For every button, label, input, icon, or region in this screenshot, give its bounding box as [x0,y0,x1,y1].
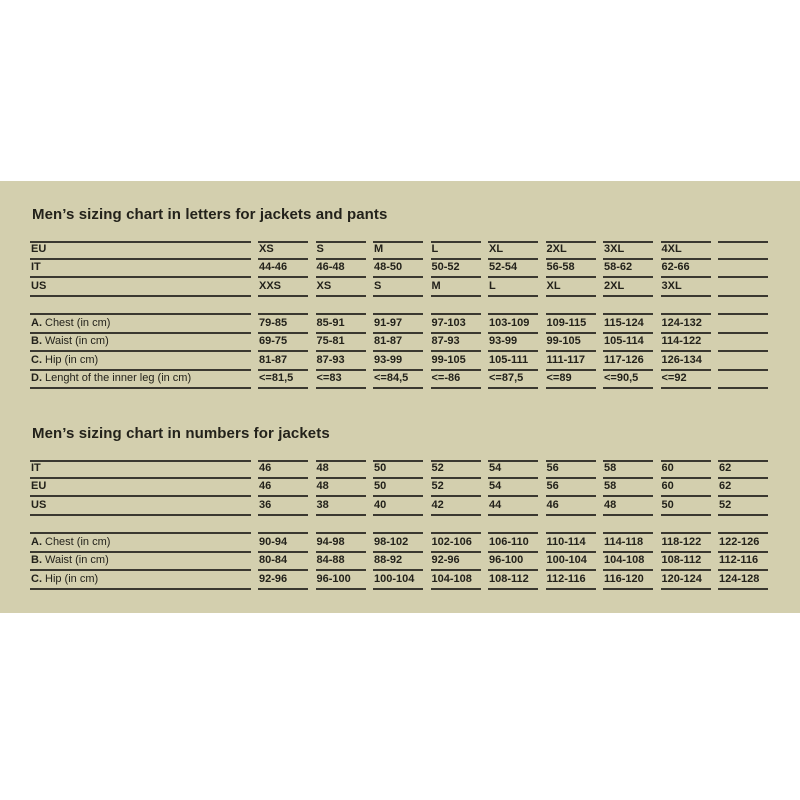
table-row-eu [30,241,768,260]
table-row-a [30,315,768,334]
row-label-text: Lenght of the inner leg (in cm) [45,372,192,384]
empty-size-cell [488,297,538,316]
row-label [30,334,251,353]
empty-size-cell [431,516,481,535]
row-label-prefix: A. [31,535,42,548]
row-label-text: Hip (in cm) [45,572,99,585]
size-cell: 3XL [661,278,711,297]
table-row-c [30,352,768,371]
size-cell: 108-112 [488,571,538,590]
table-row-b [30,334,768,353]
size-cell: 56-58 [546,260,596,279]
size-cell: 112-116 [718,553,768,572]
size-cell: 102-106 [431,534,481,553]
size-cell: 110-114 [546,534,596,553]
size-cell: 62-66 [661,260,711,279]
size-cell: 46 [258,479,308,498]
size-cell: 54 [488,479,538,498]
size-cell: 111-117 [546,352,596,371]
numbers-sizing-table [30,460,768,590]
row-label-prefix: B. [31,335,42,347]
empty-size-cell [488,516,538,535]
empty-size-cell [546,297,596,316]
size-cell: L [431,241,481,260]
letters-chart-section [30,206,768,389]
row-label-text: Hip (in cm) [45,353,99,366]
empty-size-cell [258,297,308,316]
table-row-d [30,371,768,390]
size-cell: 58 [603,460,653,479]
size-cell: 58 [603,479,653,498]
size-cell: 84-88 [316,553,366,572]
size-cell: 50 [661,497,711,516]
letters-sizing-table [30,241,768,389]
size-cell: 117-126 [603,352,653,371]
row-label [30,516,251,535]
empty-size-cell [661,297,711,316]
size-cell: 87-93 [431,334,481,353]
size-cell: 106-110 [488,534,538,553]
row-label-prefix: B. [31,554,42,566]
row-label: IT [30,260,251,279]
row-label: IT [30,460,251,479]
size-cell: 46 [258,460,308,479]
empty-size-cell [718,241,768,260]
size-cell: 109-115 [546,315,596,334]
size-cell: 58-62 [603,260,653,279]
row-label: US [30,497,251,516]
size-cell: M [431,278,481,297]
row-label [30,371,251,390]
size-cell: 120-124 [661,571,711,590]
empty-size-cell [718,516,768,535]
row-label-text: Chest (in cm) [45,316,111,329]
size-cell: 108-112 [661,553,711,572]
size-chart-panel [0,181,800,613]
size-cell: 85-91 [316,315,366,334]
size-cell: 50-52 [431,260,481,279]
size-cell: 46-48 [316,260,366,279]
row-label [30,315,251,334]
size-cell: <=92 [661,371,711,390]
size-cell: <=84,5 [373,371,423,390]
row-label [30,352,251,371]
row-label: US [30,278,251,297]
size-cell: 48 [316,460,366,479]
size-cell: 50 [373,460,423,479]
size-cell: 38 [316,497,366,516]
row-label [30,297,251,316]
empty-size-cell [718,352,768,371]
size-cell: 80-84 [258,553,308,572]
size-cell: 62 [718,479,768,498]
size-cell: M [373,241,423,260]
table-row-a [30,534,768,553]
size-cell: 52 [431,479,481,498]
size-cell: <=-86 [431,371,481,390]
letters-chart-title: Men’s sizing chart in letters for jackets and pants [32,206,388,223]
size-cell: XL [488,241,538,260]
size-cell: 98-102 [373,534,423,553]
size-cell: 56 [546,460,596,479]
size-cell: 75-81 [316,334,366,353]
size-cell: XS [316,278,366,297]
size-cell: 48 [316,479,366,498]
size-cell: 114-118 [603,534,653,553]
size-cell: 92-96 [431,553,481,572]
row-label [30,571,251,590]
row-label [30,553,251,572]
row-label [30,534,251,553]
size-cell: 54 [488,460,538,479]
size-cell: 97-103 [431,315,481,334]
size-cell: 36 [258,497,308,516]
size-cell: <=90,5 [603,371,653,390]
size-cell: 48-50 [373,260,423,279]
size-cell: <=87,5 [488,371,538,390]
table-row-us [30,278,768,297]
size-cell: 94-98 [316,534,366,553]
empty-size-cell [546,516,596,535]
size-cell: 124-132 [661,315,711,334]
empty-size-cell [373,516,423,535]
row-label-text: Waist (in cm) [45,554,109,566]
row-label-text: Waist (in cm) [45,335,109,347]
size-cell: 93-99 [373,352,423,371]
size-cell: 69-75 [258,334,308,353]
size-cell: 104-108 [431,571,481,590]
empty-size-cell [258,516,308,535]
size-cell: 2XL [603,278,653,297]
size-cell: 118-122 [661,534,711,553]
table-row-us [30,497,768,516]
size-cell: 52-54 [488,260,538,279]
row-label-prefix: C. [31,572,42,585]
size-cell: 60 [661,460,711,479]
size-cell: 81-87 [373,334,423,353]
size-cell: 46 [546,497,596,516]
empty-size-cell [316,297,366,316]
size-cell: <=81,5 [258,371,308,390]
size-cell: 40 [373,497,423,516]
empty-size-cell [718,315,768,334]
size-cell: <=89 [546,371,596,390]
size-cell: 96-100 [488,553,538,572]
row-label: EU [30,241,251,260]
size-cell: 92-96 [258,571,308,590]
size-cell: 48 [603,497,653,516]
size-cell: 124-128 [718,571,768,590]
empty-size-cell [316,516,366,535]
size-cell: 93-99 [488,334,538,353]
size-cell: S [373,278,423,297]
size-cell: 105-111 [488,352,538,371]
size-cell: 3XL [603,241,653,260]
row-label-prefix: A. [31,316,42,329]
table-row-b [30,553,768,572]
row-label-text: Chest (in cm) [45,535,111,548]
size-cell: 90-94 [258,534,308,553]
empty-size-cell [718,371,768,390]
size-cell: 50 [373,479,423,498]
size-cell: 44-46 [258,260,308,279]
size-cell: 62 [718,460,768,479]
size-cell: XS [258,241,308,260]
size-cell: 100-104 [546,553,596,572]
row-label-prefix: D. [31,372,42,384]
size-cell: 87-93 [316,352,366,371]
empty-size-cell [661,516,711,535]
table-row-it [30,260,768,279]
size-cell: 114-122 [661,334,711,353]
size-cell: 42 [431,497,481,516]
size-cell: 52 [431,460,481,479]
size-cell: XXS [258,278,308,297]
size-cell: 96-100 [316,571,366,590]
size-cell: 122-126 [718,534,768,553]
size-cell: 112-116 [546,571,596,590]
size-cell: 115-124 [603,315,653,334]
size-cell: 99-105 [431,352,481,371]
size-cell: 104-108 [603,553,653,572]
empty-size-cell [718,260,768,279]
size-cell: 44 [488,497,538,516]
empty-size-cell [718,297,768,316]
empty-size-cell [603,516,653,535]
empty-size-cell [373,297,423,316]
size-cell: L [488,278,538,297]
size-cell: 100-104 [373,571,423,590]
size-cell: 126-134 [661,352,711,371]
size-cell: 88-92 [373,553,423,572]
row-label-prefix: C. [31,353,42,366]
size-cell: 103-109 [488,315,538,334]
size-cell: 81-87 [258,352,308,371]
spacer-row [30,297,768,316]
size-cell: 52 [718,497,768,516]
empty-size-cell [718,278,768,297]
size-cell: 91-97 [373,315,423,334]
spacer-row [30,516,768,535]
size-cell: S [316,241,366,260]
size-cell: 116-120 [603,571,653,590]
table-row-c [30,571,768,590]
size-cell: 2XL [546,241,596,260]
size-cell: XL [546,278,596,297]
size-cell: 60 [661,479,711,498]
size-cell: 79-85 [258,315,308,334]
size-cell: 99-105 [546,334,596,353]
size-cell: 4XL [661,241,711,260]
empty-size-cell [431,297,481,316]
size-cell: 56 [546,479,596,498]
empty-size-cell [603,297,653,316]
table-row-eu [30,479,768,498]
numbers-chart-section [30,425,768,590]
table-row-it [30,460,768,479]
numbers-chart-title: Men’s sizing chart in numbers for jackets [32,425,330,442]
size-cell: <=83 [316,371,366,390]
empty-size-cell [718,334,768,353]
row-label: EU [30,479,251,498]
size-cell: 105-114 [603,334,653,353]
